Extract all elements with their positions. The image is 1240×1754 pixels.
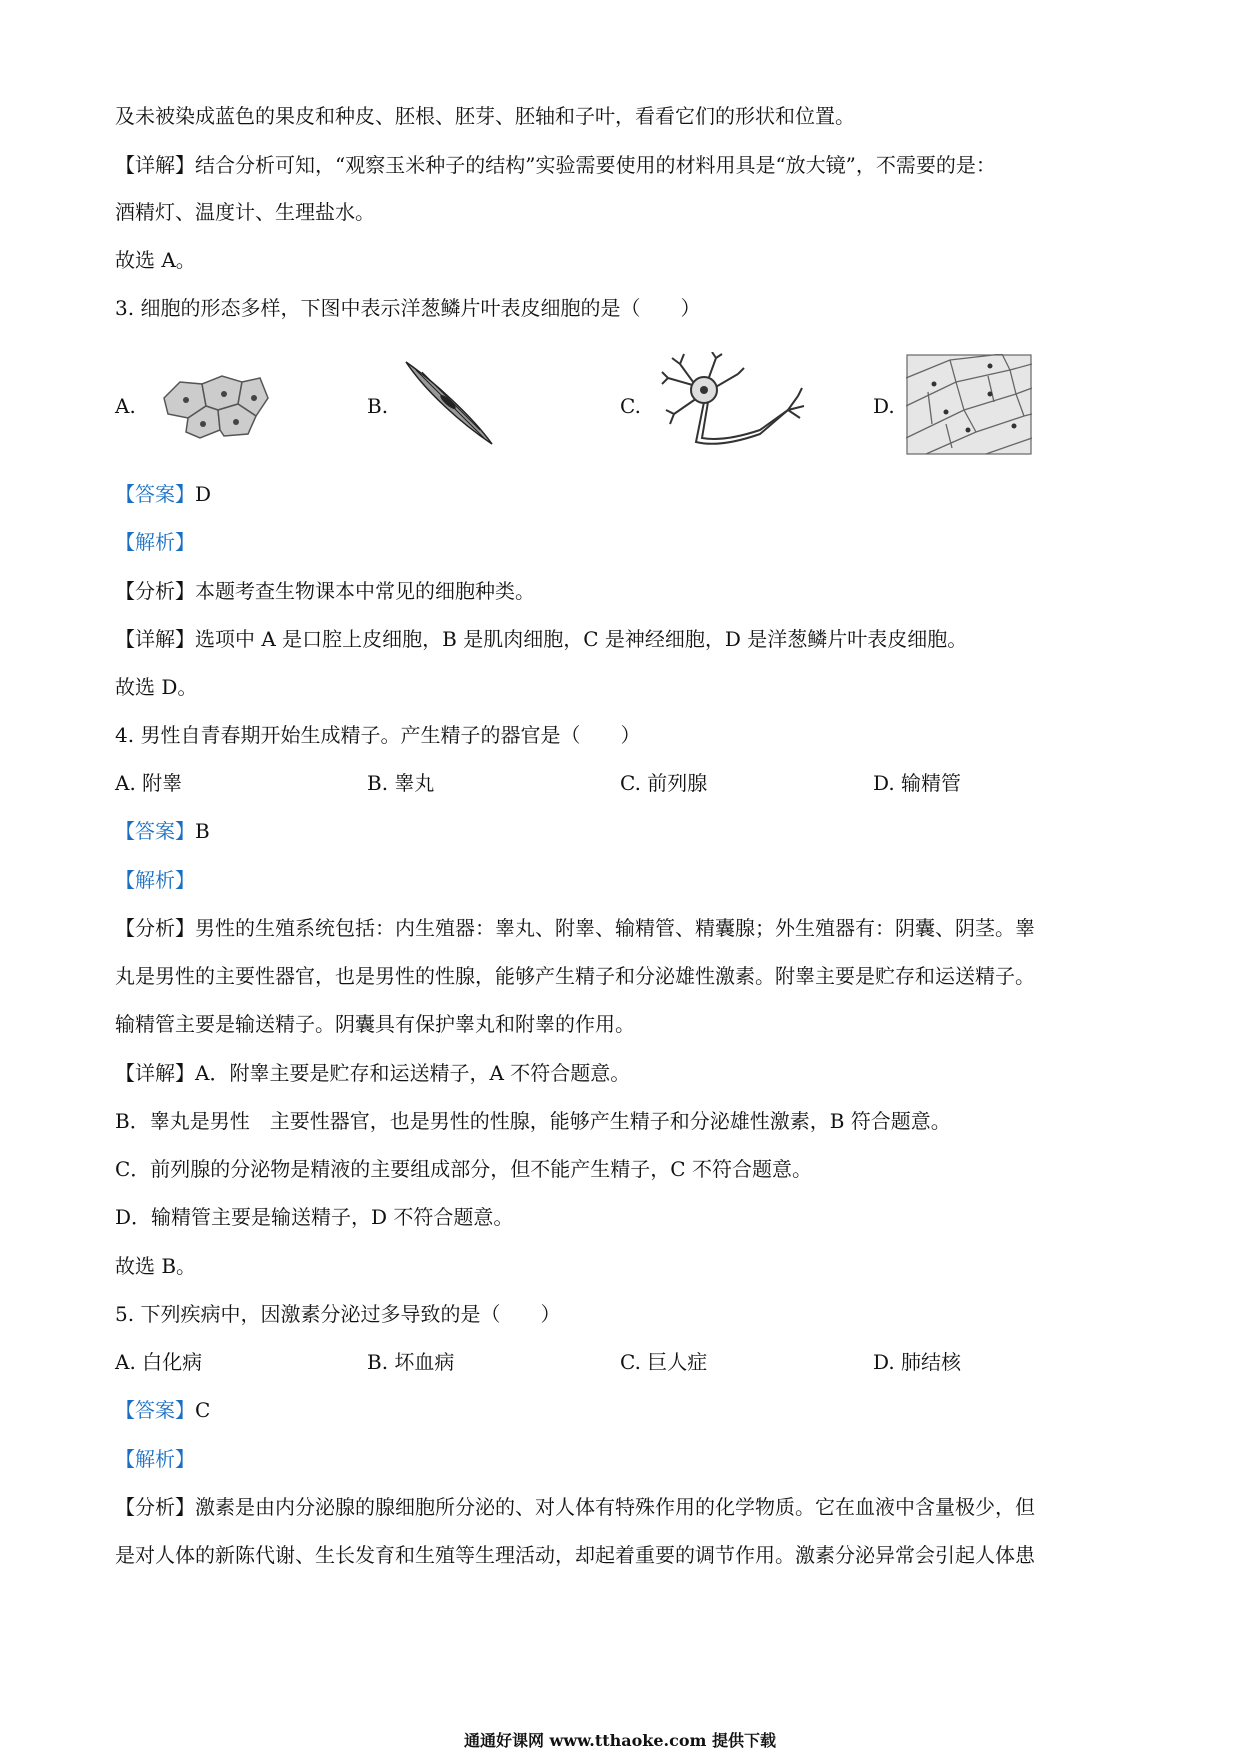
neuron-figure bbox=[660, 352, 810, 454]
text-line: 是对人体的新陈代谢、生长发育和生殖等生理活动，却起着重要的调节作用。激素分泌异常会引起人体患 bbox=[115, 1543, 1035, 1567]
text-line: 输精管主要是输送精子。阴囊具有保护睾丸和附睾的作用。 bbox=[115, 1012, 635, 1036]
text-line bbox=[115, 1059, 630, 1087]
analysis-tag: 【分析】 bbox=[115, 579, 195, 603]
text-line: 故选 D。 bbox=[115, 675, 198, 699]
cheek-cell-figure bbox=[158, 368, 273, 442]
text-line: 故选 A。 bbox=[115, 248, 196, 272]
text-line: 及未被染成蓝色的果皮和种皮、胚根、胚芽、胚轴和子叶，看看它们的形状和位置。 bbox=[115, 104, 855, 128]
text-line: 故选 B。 bbox=[115, 1254, 197, 1278]
q5-option-c: C. 巨人症 bbox=[620, 1350, 708, 1374]
question-4: 4. 男性自青春期开始生成精子。产生精子的器官是（ ） bbox=[115, 723, 641, 747]
answer-line bbox=[115, 817, 210, 845]
analysis-heading: 【解析】 bbox=[115, 868, 195, 892]
detail-text: A．附睾主要是贮存和运送精子，A 不符合题意。 bbox=[195, 1061, 631, 1085]
option-d-label: D. bbox=[873, 394, 895, 418]
answer-value: B bbox=[195, 819, 210, 843]
detail-tag: 【详解】 bbox=[115, 1061, 195, 1085]
answer-line bbox=[115, 480, 211, 508]
option-c-label: C. bbox=[620, 394, 641, 418]
analysis-heading: 【解析】 bbox=[115, 530, 195, 554]
answer-tag: 【答案】 bbox=[115, 482, 195, 506]
analysis-heading: 【解析】 bbox=[115, 1447, 195, 1471]
q5-option-b: B. 坏血病 bbox=[367, 1350, 455, 1374]
text-line bbox=[115, 625, 967, 653]
q4-option-c: C. 前列腺 bbox=[620, 771, 708, 795]
text-line: D．输精管主要是输送精子，D 不符合题意。 bbox=[115, 1205, 514, 1229]
text-line bbox=[115, 914, 1035, 942]
text-line bbox=[115, 151, 996, 179]
analysis-text: 男性的生殖系统包括：内生殖器：睾丸、附睾、输精管、精囊腺；外生殖器有：阴囊、阴茎。睾 bbox=[195, 916, 1035, 940]
detail-tag: 【详解】 bbox=[115, 627, 195, 651]
q4-option-a: A. 附睾 bbox=[115, 771, 183, 795]
q5-option-d: D. 肺结核 bbox=[873, 1350, 962, 1374]
detail-text: 选项中 A 是口腔上皮细胞，B 是肌肉细胞，C 是神经细胞，D 是洋葱鳞片叶表皮细胞。 bbox=[195, 627, 968, 651]
q5-option-a: A. 白化病 bbox=[115, 1350, 203, 1374]
question-5: 5. 下列疾病中，因激素分泌过多导致的是（ ） bbox=[115, 1302, 561, 1326]
answer-tag: 【答案】 bbox=[115, 819, 195, 843]
text-line bbox=[115, 1493, 1035, 1521]
option-a-label: A. bbox=[115, 394, 136, 418]
answer-value: C bbox=[195, 1398, 211, 1422]
q4-option-d: D. 输精管 bbox=[873, 771, 962, 795]
analysis-tag: 【分析】 bbox=[115, 1495, 195, 1519]
answer-value: D bbox=[195, 482, 212, 506]
detail-tag: 【详解】 bbox=[115, 153, 195, 177]
text-line: B．睾丸是男性 主要性器官，也是男性的性腺，能够产生精子和分泌雄性激素，B 符合题意。 bbox=[115, 1109, 951, 1133]
analysis-text: 本题考查生物课本中常见的细胞种类。 bbox=[195, 579, 535, 603]
answer-line bbox=[115, 1396, 210, 1424]
analysis-text: 激素是由内分泌腺的腺细胞所分泌的、对人体有特殊作用的化学物质。它在血液中含量极少，但 bbox=[195, 1495, 1035, 1519]
question-3: 3. 细胞的形态多样，下图中表示洋葱鳞片叶表皮细胞的是（ ） bbox=[115, 296, 701, 320]
onion-epidermis-figure bbox=[906, 354, 1032, 455]
page-footer: 通通好课网 www.tthaoke.com 提供下载 bbox=[463, 1731, 777, 1750]
text-line bbox=[115, 577, 535, 605]
analysis-tag: 【分析】 bbox=[115, 916, 195, 940]
q4-option-b: B. 睾丸 bbox=[367, 771, 435, 795]
answer-tag: 【答案】 bbox=[115, 1398, 195, 1422]
text-line: 丸是男性的主要性器官，也是男性的性腺，能够产生精子和分泌雄性激素。附睾主要是贮存和运送精子。 bbox=[115, 964, 1035, 988]
text-line: C．前列腺的分泌物是精液的主要组成部分，但不能产生精子，C 不符合题意。 bbox=[115, 1157, 812, 1181]
muscle-cell-figure bbox=[402, 358, 497, 448]
option-b-label: B. bbox=[367, 394, 389, 418]
detail-text: 结合分析可知，“观察玉米种子的结构”实验需要使用的材料用具是“放大镜”，不需要的是： bbox=[195, 153, 996, 177]
text-line: 酒精灯、温度计、生理盐水。 bbox=[115, 200, 375, 224]
